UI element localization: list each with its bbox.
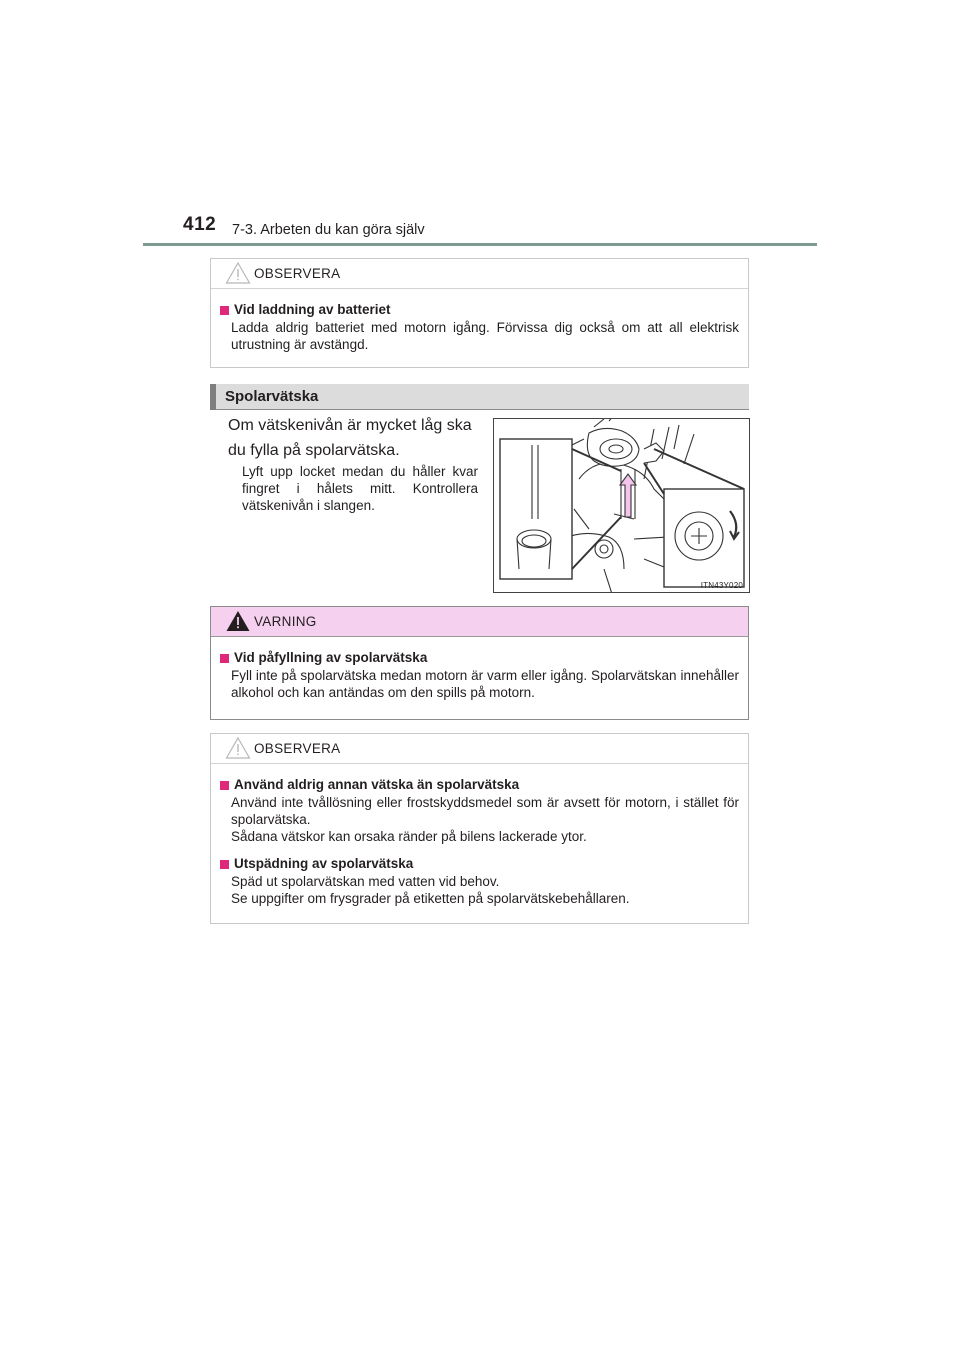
notice-item-title-text: Vid laddning av batteriet bbox=[234, 302, 391, 317]
page-number: 412 bbox=[183, 214, 217, 235]
instruction-text: Lyft upp locket medan du håller kvar fingret i hålets mitt. Kontrollera vätskenivån i slangen. bbox=[242, 464, 478, 513]
notice-line: Späd ut spolarvätskan med vatten vid behov. bbox=[231, 874, 500, 889]
heading-accent bbox=[210, 384, 216, 410]
notice-item-text bbox=[220, 794, 739, 845]
notice-header bbox=[211, 259, 748, 289]
washer-reservoir-drawing bbox=[494, 419, 750, 593]
square-bullet-icon bbox=[220, 781, 229, 790]
caution-triangle-icon bbox=[225, 261, 251, 285]
notice-item-title bbox=[220, 301, 739, 319]
warning-label: VARNING bbox=[254, 614, 317, 629]
warning-header bbox=[211, 607, 748, 637]
warning-line: Fyll inte på spolarvätska medan motorn är varm eller igång. Spolarvätskan innehåller alkohol och kan antändas om den spills på motorn. bbox=[231, 668, 739, 700]
notice-item bbox=[220, 855, 739, 907]
notice-item-text bbox=[220, 319, 739, 353]
notice-item-title-text: Utspädning av spolarvätska bbox=[234, 856, 414, 871]
intro-text: Om vätskenivån är mycket låg ska du fylla på spolarvätska. bbox=[228, 417, 472, 459]
warning-item-title-text: Vid påfyllning av spolarvätska bbox=[234, 650, 428, 665]
notice-label: OBSERVERA bbox=[254, 741, 341, 756]
notice-line: Sådana vätskor kan orsaka ränder på bilens lackerade ytor. bbox=[231, 829, 587, 844]
square-bullet-icon bbox=[220, 860, 229, 869]
warning-box-fill bbox=[210, 606, 749, 720]
caution-triangle-icon bbox=[225, 736, 251, 760]
header-rule bbox=[143, 243, 817, 246]
square-bullet-icon bbox=[220, 306, 229, 315]
square-bullet-icon bbox=[220, 654, 229, 663]
notice-line: Ladda aldrig batteriet med motorn igång. Förvissa dig också om att all elektrisk utrustning är avstängd. bbox=[231, 320, 739, 352]
section-heading-text: Spolarvätska bbox=[225, 388, 319, 405]
warning-item bbox=[220, 649, 739, 701]
figure-code: ITN43Y020 bbox=[700, 581, 743, 590]
notice-item bbox=[220, 776, 739, 845]
warning-body bbox=[211, 637, 748, 719]
notice-item bbox=[220, 301, 739, 353]
notice-header bbox=[211, 734, 748, 764]
warning-item-title bbox=[220, 649, 739, 667]
notice-box-battery bbox=[210, 258, 749, 368]
notice-line: Använd inte tvållösning eller frostskyddsmedel som är avsett för motorn, i stället för spolarvätska. bbox=[231, 795, 739, 827]
notice-item-title bbox=[220, 855, 739, 873]
warning-item-text bbox=[220, 667, 739, 701]
notice-line: Se uppgifter om frysgrader på etiketten på spolarvätskebehållaren. bbox=[231, 891, 630, 906]
section-heading bbox=[210, 384, 749, 410]
section-title: 7-3. Arbeten du kan göra själv bbox=[232, 222, 425, 238]
washer-fluid-illustration bbox=[493, 418, 750, 593]
warning-triangle-icon bbox=[225, 609, 251, 633]
notice-item-title-text: Använd aldrig annan vätska än spolarvätska bbox=[234, 777, 520, 792]
notice-item-text bbox=[220, 873, 739, 907]
notice-box-washer bbox=[210, 733, 749, 924]
notice-item-title bbox=[220, 776, 739, 794]
notice-body bbox=[211, 764, 748, 923]
notice-label: OBSERVERA bbox=[254, 266, 341, 281]
notice-body bbox=[211, 289, 748, 367]
